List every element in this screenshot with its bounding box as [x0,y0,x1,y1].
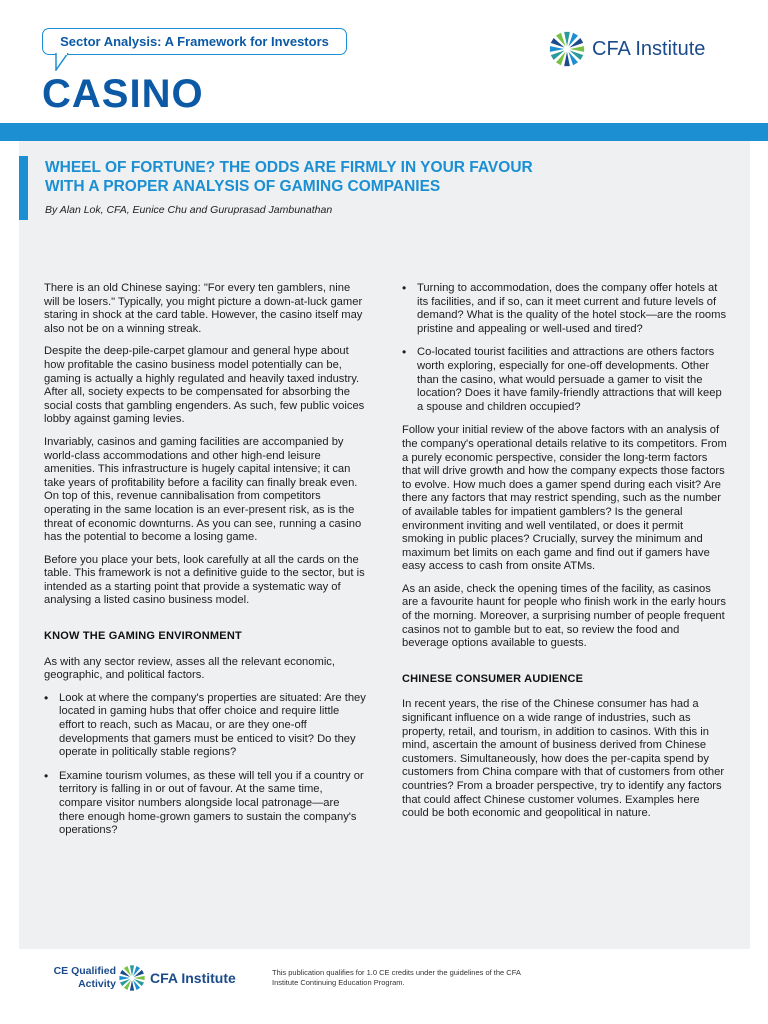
badge-line-2: Activity [78,978,116,990]
byline: By Alan Lok, CFA, Eunice Chu and Guruprasad Jambunathan [45,204,333,216]
page-title: CASINO [42,72,204,116]
list-item: • Look at where the company's properties are situated: Are they located in gaming hubs that offer choice and require little effort to reach, such as Macau, or are they one-off developments that gamers must be enticed to visit? Do they operate in politically stable regions? [44,692,366,760]
footer-cfa-logo [118,964,236,992]
bullet-list [402,282,727,414]
paragraph: Despite the deep-pile-carpet glamour and general hype about how profitable the casino business model potentially can be, gaming is actually a highly regulated and heavily taxed industry. After all, society expects to be compensated for absorbing the social costs that gambling engenders. As such, few public voices lobby against gaming levies. [44,345,365,426]
headline-line-1: WHEEL OF FORTUNE? THE ODDS ARE FIRMLY IN YOUR FAVOUR [45,159,533,176]
tag-text: Sector Analysis: A Framework for Investors [60,34,329,49]
badge-line-1: CE Qualified [53,965,116,977]
list-item: • Co-located tourist facilities and attractions are others factors worth exploring, especially for one-off developments. Other than the casino, what would persuade a gamer to visit the location? Does it have family-friendly attractions that will keep a spouse and children occupied? [402,346,727,414]
headline-accent [19,156,28,220]
right-column [402,282,727,830]
sector-analysis-tag [42,28,347,55]
cfa-pinwheel-icon [548,30,586,68]
paragraph: There is an old Chinese saying: "For every ten gamblers, nine will be losers." Typically, you might picture a down-at-luck gamer staring in shock at the card table. However, the casino itself may also not be on a winning streak. [44,282,363,335]
ce-qualified-badge [40,965,116,991]
list-item: • Turning to accommodation, does the company offer hotels at its facilities, and if so, can it meet current and future levels of demand? What is the quality of the hotel stock—are the rooms pristine and appealing or well-used and tired? [402,282,727,336]
cfa-logo [548,30,705,68]
headline-line-2: WITH A PROPER ANALYSIS OF GAMING COMPANIES [45,178,441,195]
paragraph: Follow your initial review of the above factors with an analysis of the company's operational details relative to its competitors. From a purely economic perspective, consider the long-term factors that will drive growth and how the company expects those factors to evolve. How much does a gamer spend during each visit? Are there any factors that may restrict spending, such as the number of available tables for impatient gamblers? Is the general environment inviting and well ventilated, or does it permit smoking in public places? Crucially, survey the minimum and maximum bet limits on each game and find out if gamers have easy access to cash from onsite ATMs. [402,424,727,573]
cfa-pinwheel-icon [118,964,146,992]
paragraph: Before you place your bets, look carefully at all the cards on the table. This framework is not a definitive guide to the sector, but is intended as a starting point that provide a systematic way of analysing a listed casino business model. [44,553,365,607]
paragraph: In recent years, the rise of the Chinese consumer has had a significant influence on a wide range of industries, such as property, retail, and tourism, in addition to casinos. With this in mind, ascertain the amount of business derived from Chinese customers. Simultaneously, how does the per-capita spend by customers from China compare with that of customers from other countries? From a broader perspective, try to identify any factors that could affect Chinese customer volumes. Examples here could be both economic and geopolitical in nature. [402,698,725,820]
ce-credit-note: This publication qualifies for 1.0 CE credits under the guidelines of the CFA Institute Continuing Education Program. [272,968,521,987]
paragraph: As with any sector review, asses all the relevant economic, geographic, and political factors. [44,655,336,682]
left-column [44,282,366,848]
header-bar [0,123,768,141]
bullet-list [44,692,366,838]
footer-logo-text: CFA Institute [150,970,236,986]
logo-text: CFA Institute [592,37,706,60]
list-item: • Examine tourism volumes, as these will tell you if a country or territory is falling in or out of favour. At the same time, compare visitor numbers alongside local patronage—are there enough home-grown gamers to sustain the company's operations? [44,770,366,838]
paragraph: Invariably, casinos and gaming facilities are accompanied by world-class accommodations and other high-end leisure amenities. This infrastructure is hugely capital intensive; it can take years of profitability before a facility can finally break even. On top of this, revenue cannibalisation from competitors operating in the same location is an ever-present risk, as is the threat of economic downturns. As you can see, running a casino has the potential to become a losing game. [44,435,362,544]
section-heading: KNOW THE GAMING ENVIRONMENT [44,630,242,643]
section-heading: CHINESE CONSUMER AUDIENCE [402,672,584,685]
paragraph: As an aside, check the opening times of the facility, as casinos are a favourite haunt for people who finish work in the early hours of the morning. Moreover, a surprising number of people frequent casinos not to gamble but to eat, so review the food and beverage options available to guests. [402,582,727,650]
article-headline [45,158,605,196]
